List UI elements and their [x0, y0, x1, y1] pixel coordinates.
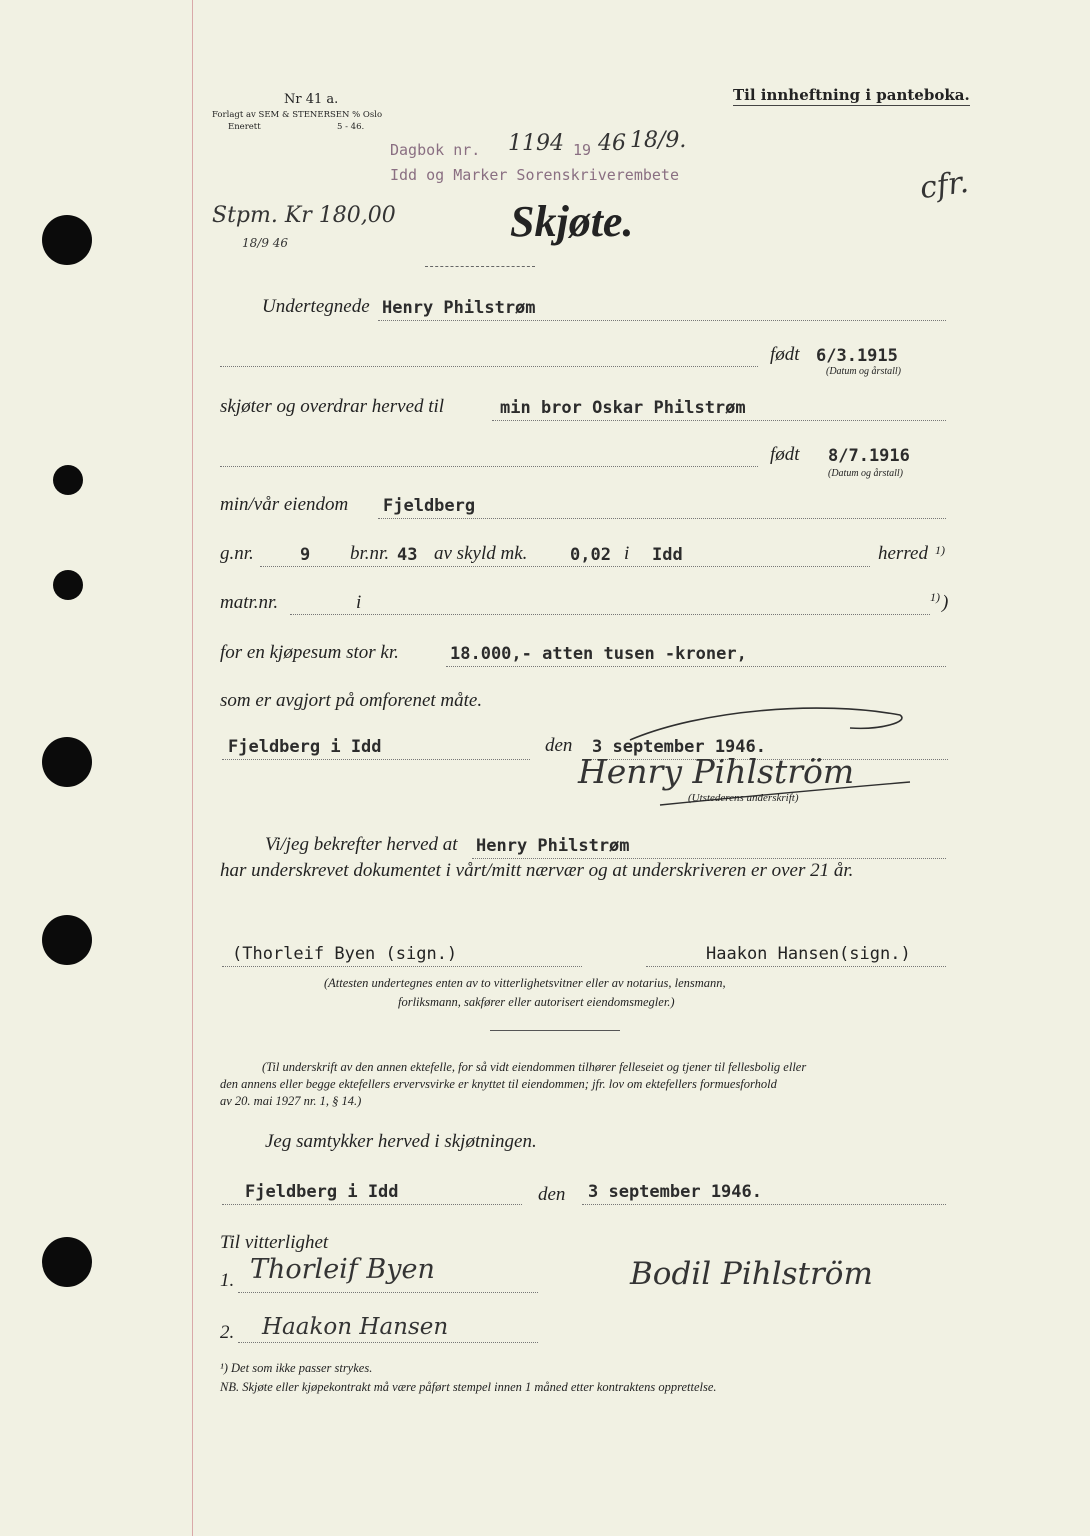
office-stamp: Idd og Marker Sorenskriverembete	[390, 166, 679, 184]
buyer-born-label: født	[770, 444, 800, 465]
consent-text: Jeg samtykker herved i skjøtningen.	[265, 1131, 537, 1152]
matr-in: i	[356, 592, 362, 613]
seller-label: Undertegnede	[262, 296, 370, 317]
date-hand: 18/9.	[630, 128, 687, 153]
property-label: min/vår eiendom	[220, 494, 349, 515]
witness2-typed: Haakon Hansen(sign.)	[706, 944, 911, 964]
punch-hole	[42, 215, 92, 265]
witnesses-label: Til vitterlighet	[220, 1232, 329, 1253]
document-title: Skjøte.	[510, 197, 634, 246]
year-hand: 46	[598, 131, 626, 156]
publisher-sub: Enerett	[228, 122, 261, 132]
seller-name: Henry Philstrøm	[382, 298, 536, 318]
transfer-label: skjøter og overdrar herved til	[220, 396, 445, 417]
seller-born-hint: (Datum og årstall)	[826, 366, 901, 377]
buyer-born: 8/7.1916	[828, 446, 910, 466]
footnote: ¹) Det som ikke passer strykes.	[220, 1361, 373, 1375]
punch-hole	[42, 915, 92, 965]
punch-hole	[53, 465, 83, 495]
punch-hole	[53, 570, 83, 600]
year-prefix: 19	[573, 141, 592, 159]
seller-born-label: født	[770, 344, 800, 365]
herred-footnote: 1)	[935, 543, 945, 557]
title-rule	[425, 266, 535, 267]
attest-line2: har underskrevet dokumentet i vårt/mitt nærvær og at underskriveren er over 21 år.	[220, 860, 854, 881]
consent-place: Fjeldberg i Idd	[245, 1182, 399, 1202]
buyer-name: min bror Oskar Philstrøm	[500, 398, 746, 418]
gnr-label: g.nr.	[220, 543, 254, 564]
stamp-fee: Stpm. Kr 180,00	[212, 203, 396, 228]
gnr-value: 9	[300, 545, 311, 565]
price-settled: som er avgjort på omforenet måte.	[220, 690, 483, 711]
witness2-number: 2.	[220, 1322, 235, 1343]
seller-born: 6/3.1915	[816, 346, 898, 366]
seller-signature: Henry Pihlström	[578, 752, 855, 791]
section-divider	[490, 1030, 620, 1031]
spouse-note-line3: av 20. mai 1927 nr. 1, § 14.)	[220, 1094, 362, 1108]
matr-end: )	[942, 592, 949, 613]
form-number: Nr 41 a.	[284, 92, 339, 107]
price-amount: 18.000,- atten tusen -kroner,	[450, 644, 747, 664]
nb-note: NB. Skjøte eller kjøpekontrakt må være påført stempel innen 1 måned etter kontraktens opprettelse.	[220, 1380, 717, 1394]
in-label: i	[624, 543, 630, 564]
fee-date: 18/9 46	[242, 236, 289, 250]
attest-name: Henry Philstrøm	[476, 836, 630, 856]
spouse-note-line1: (Til underskrift av den annen ektefelle, for så vidt eiendommen tilhører felleseiet og tjener til fellesbolig eller	[262, 1060, 807, 1074]
attest-note2: forliksmann, sakfører eller autorisert eiendomsmegler.)	[398, 995, 675, 1009]
signing-date: 3 september 1946.	[592, 737, 766, 757]
skyld-label: av skyld mk.	[434, 543, 528, 564]
signing-den: den	[545, 735, 573, 756]
filing-note: Til innheftning i panteboka.	[733, 86, 970, 104]
spouse-signature: Bodil Pihlström	[630, 1256, 873, 1292]
brnr-value: 43	[397, 545, 418, 565]
margin-line	[192, 0, 193, 1536]
signing-place: Fjeldberg i Idd	[228, 737, 382, 757]
witness1-number: 1.	[220, 1270, 235, 1291]
skyld-value: 0,02	[570, 545, 611, 565]
dagbok-label: Dagbok nr.	[390, 141, 481, 159]
property-name: Fjeldberg	[383, 496, 476, 516]
witness2-signature: Haakon Hansen	[262, 1314, 449, 1340]
herred-label: herred	[878, 543, 928, 564]
witness1-signature: Thorleif Byen	[250, 1254, 435, 1285]
print-date: 5 - 46.	[337, 122, 365, 132]
matr-label: matr.nr.	[220, 592, 279, 613]
matr-footnote: 1)	[930, 590, 940, 604]
consent-date: 3 september 1946.	[588, 1182, 762, 1202]
punch-hole	[42, 1237, 92, 1287]
spouse-note-line2: den annens eller begge ektefellers ervervsvirke er knyttet til eiendommen; jfr. lov om ektefellers formuesforhold	[220, 1077, 777, 1091]
herred-value: Idd	[652, 545, 683, 565]
consent-den: den	[538, 1184, 566, 1205]
signature-hint: (Utstederens underskrift)	[688, 792, 799, 804]
witness1-typed: (Thorleif Byen (sign.)	[232, 944, 458, 964]
dagbok-number: 1194	[508, 131, 564, 156]
price-label: for en kjøpesum stor kr.	[220, 642, 399, 663]
publisher-line: Forlagt av SEM & STENERSEN % Oslo	[212, 110, 383, 120]
attest-label: Vi/jeg bekrefter herved at	[265, 834, 458, 855]
buyer-born-hint: (Datum og årstall)	[828, 468, 903, 479]
initials-note: cfr.	[917, 164, 971, 207]
attest-note1: (Attesten undertegnes enten av to vitterlighetsvitner eller av notarius, lensmann,	[324, 976, 726, 990]
punch-hole	[42, 737, 92, 787]
brnr-label: br.nr.	[350, 543, 390, 564]
